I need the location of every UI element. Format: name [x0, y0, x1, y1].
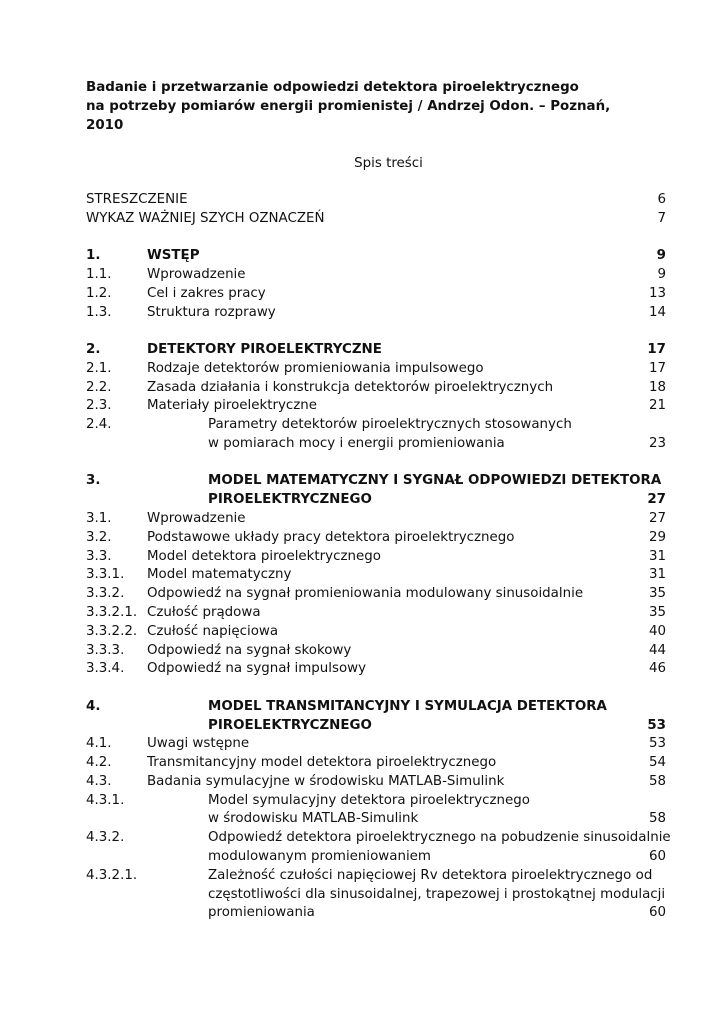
document-title-line: na potrzeby pomiarów energii promienistej / Andrzej Odon. – Poznań,: [86, 99, 611, 114]
spacer: [86, 229, 666, 248]
toc-entry-number: 2.2.: [86, 379, 112, 395]
toc-entry: [86, 529, 666, 548]
document-title: [86, 78, 666, 135]
toc-entry-title: [147, 829, 688, 867]
toc-chapter: [86, 247, 666, 266]
toc-entry-page: 9: [656, 248, 666, 264]
toc-entry-title: Badania symulacyjne w środowisku MATLAB-Simulink: [147, 773, 505, 789]
toc-entry-title-line: promieniowania: [208, 905, 315, 921]
toc-entry-number: 3.3.2.1.: [86, 604, 138, 620]
toc-heading: Spis treści: [354, 156, 423, 171]
toc-entry-page: 29: [648, 529, 666, 545]
toc-entry-page: 53: [648, 736, 666, 752]
document-title-line: 2010: [86, 118, 124, 133]
toc-entry-number: 1.1.: [86, 266, 112, 282]
toc-entry-title: Rodzaje detektorów promieniowania impulsowego: [147, 360, 484, 376]
toc-entry-title: [147, 698, 688, 736]
toc-entry-page: 27: [647, 492, 666, 508]
toc-entry-page: 14: [648, 304, 666, 320]
toc-entry-page: 35: [648, 604, 666, 620]
toc-entry: [86, 585, 666, 604]
toc-entry-title-line: w pomiarach mocy i energii promieniowania: [208, 435, 505, 451]
toc-entry: [86, 829, 671, 867]
toc-entry-title: Zasada działania i konstrukcja detektorów piroelektrycznych: [147, 379, 554, 395]
toc-entry-page: 17: [647, 341, 666, 357]
toc-chapter: [86, 698, 666, 736]
toc-entry-title: [147, 867, 688, 923]
toc-entry-title-line: MODEL MATEMATYCZNY I SYGNAŁ ODPOWIEDZI DETEKTORA: [208, 473, 662, 489]
toc-entry-number: 3.2.: [86, 529, 112, 545]
toc-entry-page: 7: [657, 210, 666, 226]
toc-entry-title: [147, 792, 688, 830]
toc-entry-number: 3.: [86, 473, 101, 489]
toc-entry-title-line: Zależność czułości napięciowej Rv detektora piroelektrycznego od: [208, 867, 653, 883]
toc-entry-title: Model detektora piroelektrycznego: [147, 548, 381, 564]
toc-entry-title-line: Model symulacyjny detektora piroelektrycznego: [208, 792, 530, 808]
toc-entry-title: Podstawowe układy pracy detektora piroelektrycznego: [147, 529, 515, 545]
toc-entry: [86, 642, 666, 661]
toc-entry-number: 4.3.1.: [86, 792, 125, 808]
toc-entry-number: 3.3.4.: [86, 661, 125, 677]
toc-entry-number: 4.1.: [86, 736, 112, 752]
toc-entry-page: 53: [647, 717, 666, 733]
toc-entry: [86, 285, 666, 304]
toc-chapter: [86, 341, 666, 360]
toc-entry-number: 3.1.: [86, 510, 112, 526]
toc-entry-number: 4.: [86, 698, 101, 714]
toc-entry-title: Transmitancyjny model detektora piroelektrycznego: [147, 755, 497, 771]
toc-entry-title-line: MODEL TRANSMITANCYJNY I SYMULACJA DETEKTORA: [208, 698, 607, 714]
toc-entry-title: Czułość prądowa: [147, 604, 261, 620]
toc-entry-page: 13: [648, 285, 666, 301]
toc-entry-title: Odpowiedź na sygnał impulsowy: [147, 661, 367, 677]
toc-entry-page: 60: [648, 905, 666, 921]
toc-entry-title: Model matematyczny: [147, 567, 292, 583]
toc-entry: [86, 754, 666, 773]
toc-entry: [86, 304, 666, 323]
toc-entry-title: STRESZCZENIE: [86, 192, 188, 207]
toc-entry-page: 9: [657, 266, 666, 282]
toc-entry: [86, 210, 666, 229]
toc-entry-number: 4.2.: [86, 755, 112, 771]
toc-entry-number: 4.3.2.1.: [86, 867, 138, 883]
toc-entry: [86, 416, 666, 454]
toc-chapter: [86, 472, 666, 510]
toc-entry-page: 17: [648, 360, 666, 376]
toc-entry: [86, 792, 666, 830]
toc-entry-title: Wprowadzenie: [147, 266, 246, 282]
toc-entry-title: Materiały piroelektryczne: [147, 398, 318, 414]
toc-entry-page: 58: [648, 773, 666, 789]
toc-entry: [86, 548, 666, 567]
toc-entry-title: [147, 416, 688, 454]
toc-entry-title: Odpowiedź na sygnał promieniowania modulowany sinusoidalnie: [147, 586, 584, 602]
toc-entry: [86, 604, 666, 623]
toc-entry-page: 31: [648, 567, 666, 583]
toc-entry-title-line: modulowanym promieniowaniem: [208, 849, 431, 865]
toc-entry-title-line: Odpowiedź detektora piroelektrycznego na pobudzenie sinusoidalnie: [208, 830, 671, 846]
toc-entry-title-line: PIROELEKTRYCZNEGO: [208, 717, 372, 733]
toc-entry-number: 1.: [86, 248, 101, 264]
toc-entry-page: 44: [648, 642, 666, 658]
toc-entry-number: 3.3.2.: [86, 586, 125, 602]
toc-entry-title: Odpowiedź na sygnał skokowy: [147, 642, 352, 658]
toc-entry-title: WSTĘP: [147, 248, 200, 264]
toc-entry-title: Wprowadzenie: [147, 510, 246, 526]
toc-entry-title: [147, 472, 688, 510]
toc-entry: [86, 735, 666, 754]
spacer: [86, 679, 666, 698]
toc-entry-page: 31: [648, 548, 666, 564]
toc-entry-page: 18: [648, 379, 666, 395]
toc-entry: [86, 266, 666, 285]
toc-entry-number: 2.1.: [86, 360, 112, 376]
toc-entry-title: Cel i zakres pracy: [147, 285, 266, 301]
toc-entry-page: 21: [648, 398, 666, 414]
toc-entry-page: 6: [657, 192, 666, 207]
toc-entry: [86, 867, 666, 923]
toc-entry-page: 46: [648, 661, 666, 677]
toc-entry: [86, 360, 666, 379]
toc-entry-number: 3.3.: [86, 548, 112, 564]
toc-entry-title-line: Parametry detektorów piroelektrycznych stosowanych: [208, 417, 572, 433]
toc-entry-number: 3.3.1.: [86, 567, 125, 583]
toc-entry-title-line: PIROELEKTRYCZNEGO: [208, 492, 372, 508]
toc-entry: [86, 623, 666, 642]
toc-entry-number: 2.3.: [86, 398, 112, 414]
toc-entry-number: 4.3.2.: [86, 830, 125, 846]
toc-entry-number: 3.3.2.2.: [86, 623, 138, 639]
document-title-line: Badanie i przetwarzanie odpowiedzi detektora piroelektrycznego: [86, 80, 579, 95]
page-content: [86, 78, 671, 923]
toc-entry-number: 3.3.3.: [86, 642, 125, 658]
toc-entry-number: 1.2.: [86, 285, 112, 301]
toc-entry: [86, 566, 666, 585]
toc-entry: [86, 191, 666, 210]
toc-entry: [86, 660, 666, 679]
toc-entry-title: Struktura rozprawy: [147, 304, 276, 320]
toc-entry-title-line: w środowisku MATLAB-Simulink: [208, 811, 419, 827]
toc-entry-page: 27: [648, 510, 666, 526]
toc-entry: [86, 379, 666, 398]
spacer: [86, 454, 666, 473]
toc-entry-page: 23: [648, 435, 666, 451]
toc-entry-page: 40: [648, 623, 666, 639]
toc-entry-title: DETEKTORY PIROELEKTRYCZNE: [147, 341, 382, 357]
toc-entry-number: 2.4.: [86, 417, 112, 433]
toc-entry-page: 58: [648, 811, 666, 827]
toc-entry-page: 60: [648, 849, 666, 865]
toc-entry-title: Uwagi wstępne: [147, 736, 250, 752]
toc-entry-number: 4.3.: [86, 773, 112, 789]
toc-entry: [86, 773, 666, 792]
spacer: [86, 322, 666, 341]
toc-entry-number: 2.: [86, 341, 101, 357]
toc-entry: [86, 510, 666, 529]
toc-entry-number: 1.3.: [86, 304, 112, 320]
table-of-contents: [86, 191, 671, 923]
toc-entry-title: WYKAZ WAŻNIEJ SZYCH OZNACZEŃ: [86, 210, 325, 226]
toc-entry-page: 35: [648, 586, 666, 602]
toc-entry-page: 54: [648, 755, 666, 771]
toc-entry: [86, 397, 666, 416]
toc-entry-title: Czułość napięciowa: [147, 623, 279, 639]
toc-entry-title-line: częstotliwości dla sinusoidalnej, trapezowej i prostokątnej modulacji: [208, 886, 666, 902]
